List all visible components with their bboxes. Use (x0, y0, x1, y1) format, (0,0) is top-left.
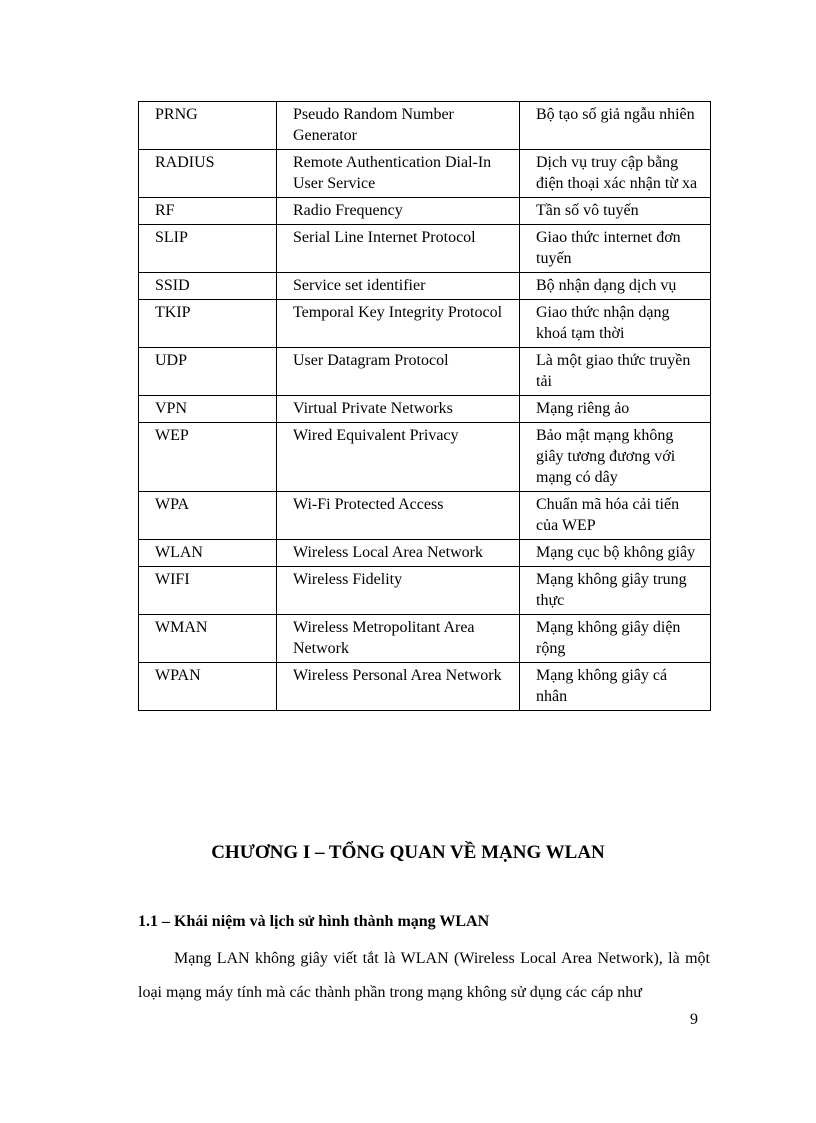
meaning-cell: Mạng không giây diện rộng (520, 615, 711, 663)
meaning-cell: Mạng không giây cá nhân (520, 663, 711, 711)
full-name-cell: Wireless Local Area Network (277, 540, 520, 567)
full-name-cell: Virtual Private Networks (277, 396, 520, 423)
full-name-cell: Wireless Personal Area Network (277, 663, 520, 711)
full-name-cell: Serial Line Internet Protocol (277, 225, 520, 273)
meaning-cell: Bảo mật mạng không giây tương đương với mạng có dây (520, 423, 711, 492)
meaning-cell: Mạng không giây trung thực (520, 567, 711, 615)
full-name-cell: Radio Frequency (277, 198, 520, 225)
abbreviation-cell: TKIP (139, 300, 277, 348)
meaning-cell: Chuẩn mã hóa cải tiến của WEP (520, 492, 711, 540)
table-row (139, 663, 711, 711)
table-row (139, 396, 711, 423)
chapter-title: CHƯƠNG I – TỔNG QUAN VỀ MẠNG WLAN (211, 842, 605, 863)
table-row (139, 615, 711, 663)
abbreviation-table (138, 101, 711, 711)
full-name-cell: Temporal Key Integrity Protocol (277, 300, 520, 348)
full-name-cell: User Datagram Protocol (277, 348, 520, 396)
meaning-cell: Bộ tạo số giả ngẫu nhiên (520, 102, 711, 150)
full-name-cell: Remote Authentication Dial-In User Service (277, 150, 520, 198)
meaning-cell: Giao thức internet đơn tuyến (520, 225, 711, 273)
abbreviation-cell: WEP (139, 423, 277, 492)
abbreviation-cell: WMAN (139, 615, 277, 663)
abbreviation-table-body (139, 102, 711, 711)
page-number: 9 (690, 1011, 698, 1028)
section-heading: 1.1 – Khái niệm và lịch sử hình thành mạng WLAN (138, 913, 490, 930)
table-row (139, 102, 711, 150)
meaning-cell: Giao thức nhận dạng khoá tạm thời (520, 300, 711, 348)
abbreviation-cell: WPA (139, 492, 277, 540)
abbreviation-cell: SSID (139, 273, 277, 300)
abbreviation-cell: PRNG (139, 102, 277, 150)
abbreviation-cell: SLIP (139, 225, 277, 273)
table-row (139, 567, 711, 615)
abbreviation-cell: WPAN (139, 663, 277, 711)
full-name-cell: Wireless Metropolitant Area Network (277, 615, 520, 663)
abbreviation-cell: UDP (139, 348, 277, 396)
abbreviation-cell: RADIUS (139, 150, 277, 198)
body-paragraph: Mạng LAN không giây viết tắt là WLAN (Wireless Local Area Network), là một loại mạng máy tính mà các thành phần trong mạng không sử dụng các cáp như (138, 950, 710, 1001)
meaning-cell: Mạng riêng ảo (520, 396, 711, 423)
full-name-cell: Pseudo Random Number Generator (277, 102, 520, 150)
meaning-cell: Mạng cục bộ không giây (520, 540, 711, 567)
abbreviation-cell: VPN (139, 396, 277, 423)
full-name-cell: Service set identifier (277, 273, 520, 300)
abbreviation-cell: WIFI (139, 567, 277, 615)
full-name-cell: Wired Equivalent Privacy (277, 423, 520, 492)
full-name-cell: Wireless Fidelity (277, 567, 520, 615)
abbreviation-cell: WLAN (139, 540, 277, 567)
table-row (139, 150, 711, 198)
table-row (139, 273, 711, 300)
table-row (139, 348, 711, 396)
table-row (139, 300, 711, 348)
table-row (139, 492, 711, 540)
abbreviation-cell: RF (139, 198, 277, 225)
table-row (139, 423, 711, 492)
table-row (139, 225, 711, 273)
meaning-cell: Bộ nhận dạng dịch vụ (520, 273, 711, 300)
full-name-cell: Wi-Fi Protected Access (277, 492, 520, 540)
table-row (139, 540, 711, 567)
table-row (139, 198, 711, 225)
meaning-cell: Là một giao thức truyền tải (520, 348, 711, 396)
meaning-cell: Tần số vô tuyến (520, 198, 711, 225)
meaning-cell: Dịch vụ truy cập bằng điện thoại xác nhận từ xa (520, 150, 711, 198)
